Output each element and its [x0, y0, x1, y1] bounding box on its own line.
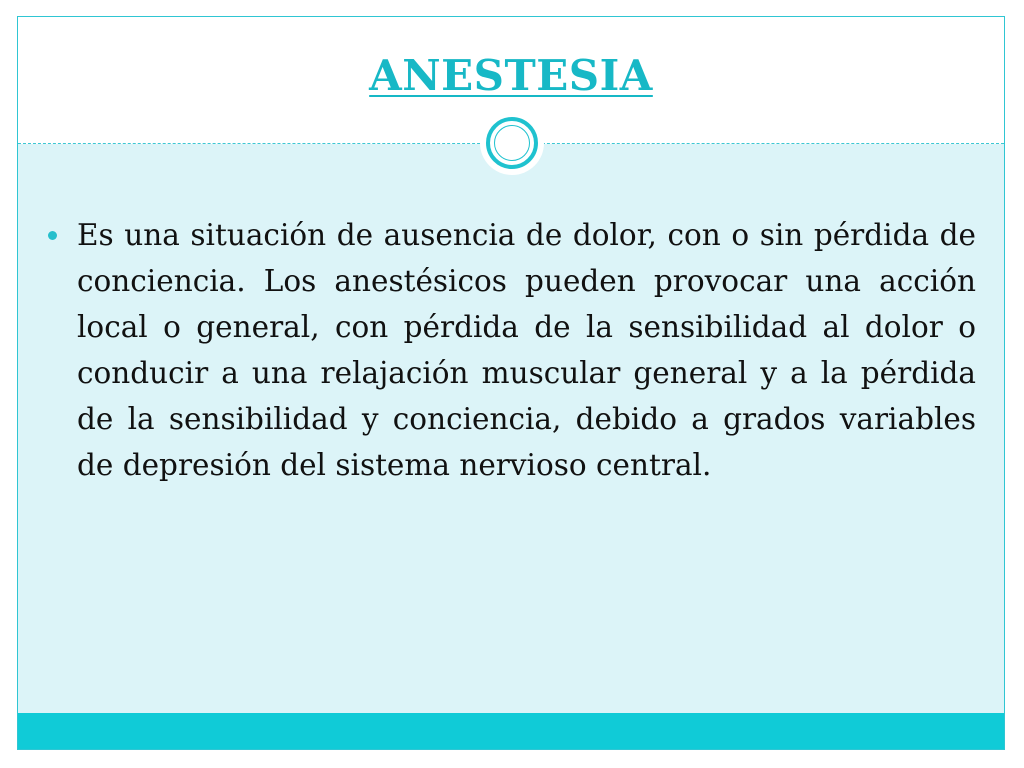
- footer-bar: [18, 713, 1004, 749]
- ring-inner-icon: [494, 125, 530, 161]
- slide-title: ANESTESIA: [369, 51, 653, 100]
- bullet-dot-icon: [48, 231, 57, 240]
- bullet-item: [48, 212, 976, 488]
- slide-frame: [17, 16, 1005, 750]
- bullet-text: Es una situación de ausencia de dolor, con o sin pérdida de conciencia. Los anestésicos pueden provocar una acción local o general, con pérdida de la sensibilidad al dolor o conducir a una relajación muscular general y a la pérdida de la sensibilidad y conciencia, debido a grados variables de depresión del sistema nervioso central.: [77, 218, 976, 482]
